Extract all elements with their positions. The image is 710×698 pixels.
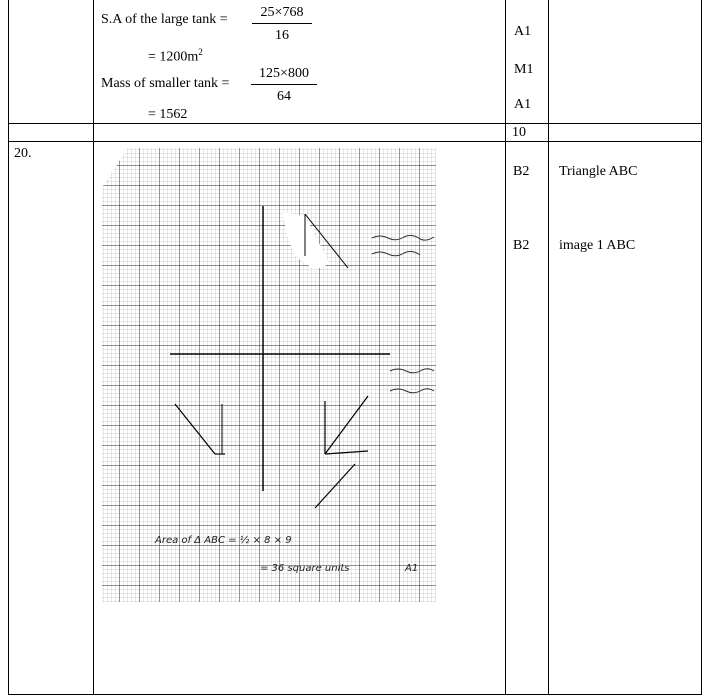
- sa-denominator: 16: [275, 28, 289, 43]
- table-border-bottom: [8, 694, 702, 695]
- sa-fraction: [252, 5, 312, 44]
- table-border-left: [8, 0, 9, 695]
- sa-label: S.A of the large tank =: [101, 12, 228, 27]
- row-divider-2: [8, 141, 702, 142]
- sa-numerator: 25×768: [252, 5, 312, 24]
- comment-image: image 1 ABC: [559, 238, 636, 253]
- mass-denominator: 64: [277, 89, 291, 104]
- graph-paper-scan: [100, 146, 440, 604]
- mass-result: = 1562: [148, 107, 188, 122]
- mass-label: Mass of smaller tank =: [101, 76, 230, 91]
- area-working-line1: Area of Δ ABC = ½ × 8 × 9: [155, 535, 292, 546]
- sa-result: = $1200m^2$: [148, 47, 203, 65]
- mark-1: A1: [514, 24, 532, 39]
- mark-b2-1: B2: [513, 164, 530, 179]
- row-divider-1: [8, 123, 702, 124]
- mark-3: A1: [514, 97, 532, 112]
- mass-fraction: [251, 66, 317, 105]
- column-divider-1: [93, 0, 94, 695]
- column-divider-3: [548, 0, 549, 695]
- column-divider-2: [505, 0, 506, 695]
- question-number: 20.: [14, 146, 32, 161]
- area-working-mark: A1: [405, 563, 419, 574]
- table-border-right: [701, 0, 702, 695]
- area-working-line2: = 36 square units: [260, 563, 350, 574]
- total-marks: 10: [512, 125, 526, 140]
- mass-numerator: 125×800: [251, 66, 317, 85]
- comment-triangle: Triangle ABC: [559, 164, 638, 179]
- mark-b2-2: B2: [513, 238, 530, 253]
- mark-2: M1: [514, 62, 534, 77]
